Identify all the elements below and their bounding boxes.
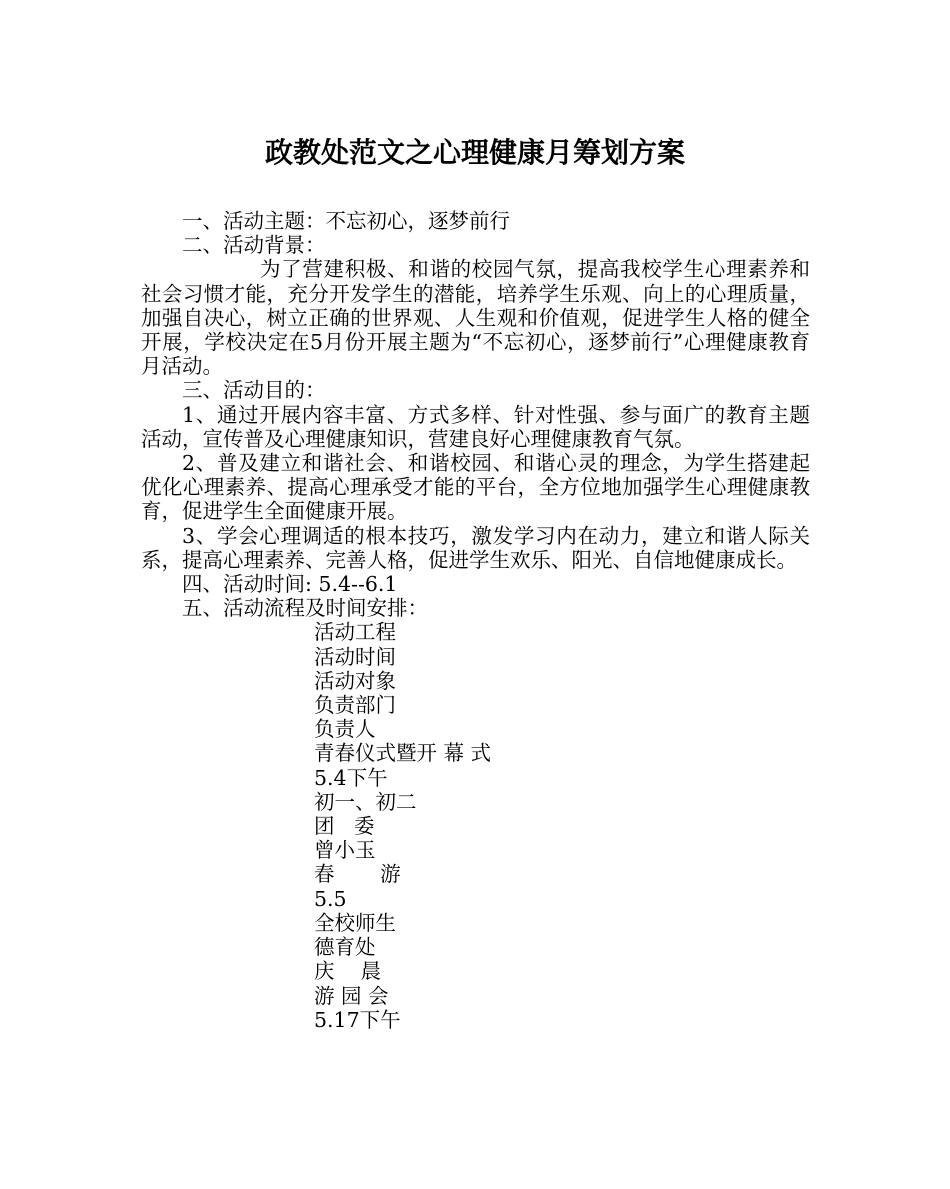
schedule-item: 负责人 xyxy=(314,717,376,742)
schedule-list xyxy=(141,620,810,1031)
background-paragraph: 为了营建积极、和谐的校园气氛，提高我校学生心理素养和社会习惯才能，充分开发学生的潜能，培养学生乐观、向上的心理质量，加强自决心，树立正确的世界观、人生观和价值观，促进学生人格的健全开展，学校决定在5月份开展主题为“不忘初心，逐梦前行”心理健康教育月活动。 xyxy=(141,257,810,379)
schedule-heading: 五、活动流程及时间安排： xyxy=(182,596,428,621)
schedule-item: 5.5 xyxy=(314,886,347,911)
purpose-item-3: 3、学会心理调适的根本技巧，激发学习内在动力，建立和谐人际关系，提高心理素养、完善人格，促进学生欢乐、阳光、自信地健康成长。 xyxy=(141,523,810,572)
schedule-item: 庆 晨 xyxy=(314,959,382,984)
activity-time-line: 四、活动时间: 5.4--6.1 xyxy=(182,572,398,597)
schedule-item: 活动时间 xyxy=(314,644,396,669)
schedule-item: 游 园 会 xyxy=(314,983,389,1008)
schedule-item: 曾小玉 xyxy=(314,838,376,863)
schedule-item: 活动工程 xyxy=(314,620,396,645)
schedule-item: 5.4下午 xyxy=(314,765,388,790)
schedule-item: 德育处 xyxy=(314,935,376,960)
schedule-item: 活动对象 xyxy=(314,668,396,693)
theme-line: 一、活动主题：不忘初心，逐梦前行 xyxy=(182,209,510,233)
schedule-item: 团 委 xyxy=(314,814,375,839)
schedule-item: 全校师生 xyxy=(314,910,396,935)
schedule-item: 初一、初二 xyxy=(314,789,417,814)
document-body xyxy=(141,209,810,1032)
schedule-item: 春 游 xyxy=(314,862,401,887)
schedule-item: 青春仪式暨开 幕 式 xyxy=(314,741,492,766)
schedule-item: 5.17下午 xyxy=(314,1007,401,1032)
document-title: 政教处范文之心理健康月筹划方案 xyxy=(264,136,685,169)
background-heading: 二、活动背景： xyxy=(182,233,326,258)
purpose-item-1: 1、通过开展内容丰富、方式多样、针对性强、参与面广的教育主题活动，宣传普及心理健康知识，营建良好心理健康教育气氛。 xyxy=(141,402,810,451)
schedule-item: 负责部门 xyxy=(314,693,396,718)
purpose-heading: 三、活动目的： xyxy=(182,378,326,403)
purpose-item-2: 2、普及建立和谐社会、和谐校园、和谐心灵的理念，为学生搭建起优化心理素养、提高心理承受才能的平台，全方位地加强学生心理健康教育，促进学生全面健康开展。 xyxy=(141,451,810,524)
